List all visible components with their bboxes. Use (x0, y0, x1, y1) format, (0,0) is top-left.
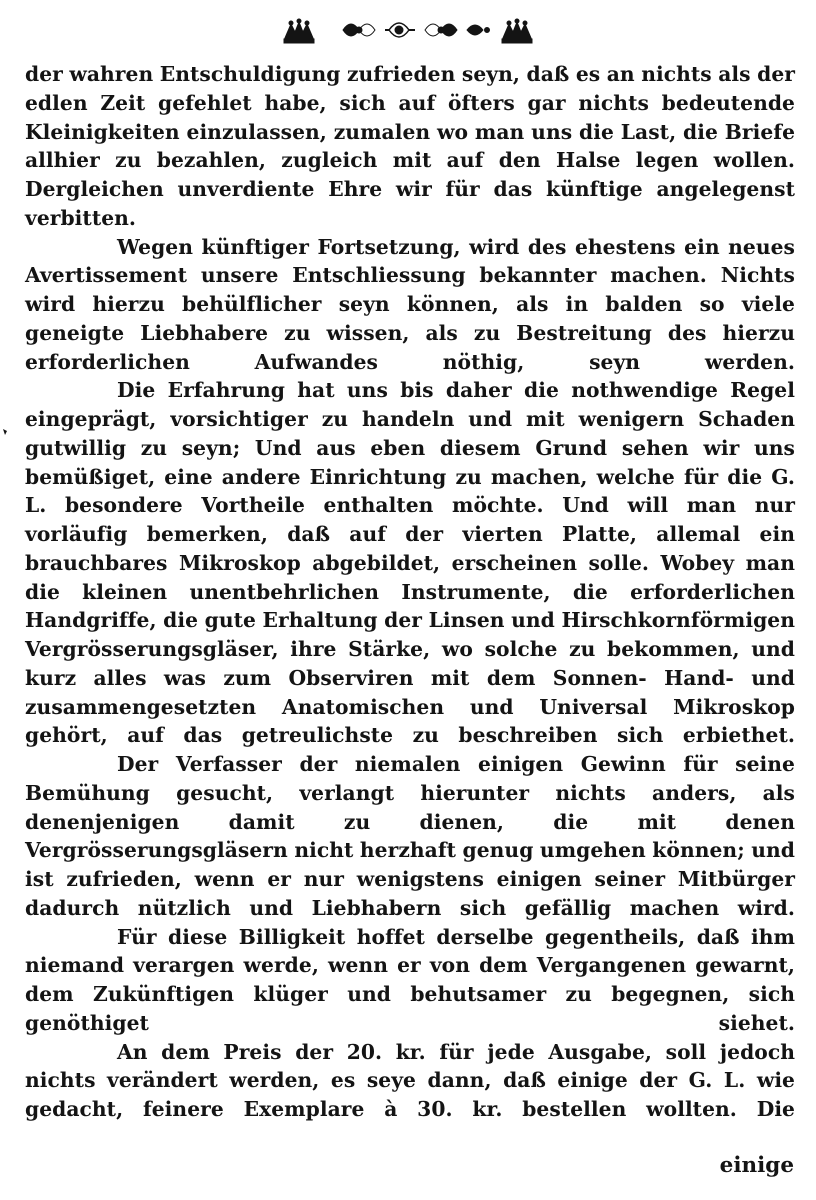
headpiece-ornament (0, 10, 816, 50)
paragraph-5: Für diese Billigkeit hoffet derselbe gegentheils, daß ihm niemand verargen werde, wenn er von dem Vergangenen gewarnt, dem Zukünftigen klüger und behutsamer zu begegnen, sich genöthiget siehet. (25, 924, 795, 1035)
paragraph-3: Die Erfahrung hat uns bis daher die nothwendige Regel eingeprägt, vorsichtiger zu handeln und mit wenigern Schaden gutwillig zu seyn; Und aus eben diesem Grund sehen wir uns bemüßiget, eine andere Einrichtung zu machen, welche für die G. L. besondere Vortheile enthalten möchte. Und will man nur vorläufig bemerken, daß auf der vierten Platte, allemal ein brauchbares Mikroskop abgebildet, erscheinen solle. Wobey man die kleinen unentbehrlichen Instrumente, die erforderlichen Handgriffe, die gute Erhaltung der Linsen und Hirschkornförmigen Vergrösserungsgläser, ihre Stärke, wo solche zu bekommen, und kurz alles was zum Observiren mit dem Sonnen- Hand- und zusammengesetzten Anatomischen und Universal Mikroskop gehört, auf das getreulichste zu beschreiben sich erbiethet. (25, 378, 795, 748)
catchword: einige (719, 1153, 794, 1178)
ink-speck-icon (2, 428, 8, 436)
body-text (25, 60, 795, 1124)
paragraph-6: An dem Preis der 20. kr. für jede Ausgabe, soll jedoch nichts verändert werden, es seye dann, daß einige der G. L. wie gedacht, feinere Exemplare à 30. kr. bestellen wollten. Die (25, 1039, 795, 1121)
floral-ornament-icon (273, 12, 543, 48)
paragraph-2: Wegen künftiger Fortsetzung, wird des ehestens ein neues Avertissement unsere Entschliessung bekannter machen. Nichts wird hierzu behülflicher seyn können, als in balden so viele geneigte Liebhabere zu wissen, als zu Bestreitung des hierzu erforderlichen Aufwandes nöthig, seyn werden. (25, 234, 795, 374)
paragraph-1: der wahren Entschuldigung zufrieden seyn, daß es an nichts als der edlen Zeit gefehlet habe, sich auf öfters gar nichts bedeutende Kleinigkeiten einzulassen, zumalen wo man uns die Last, die Briefe allhier zu bezahlen, zugleich mit auf den Halse legen wollen. Dergleichen unverdiente Ehre wir für das künftige angelegenst verbitten. (25, 62, 795, 230)
paragraph-4: Der Verfasser der niemalen einigen Gewinn für seine Bemühung gesucht, verlangt hierunter nichts anders, als denenjenigen damit zu dienen, die mit denen Vergrösserungsgläsern nicht herzhaft genug umgehen können; und ist zufrieden, wenn er nur wenigstens einigen seiner Mitbürger dadurch nützlich und Liebhabern sich gefällig machen wird. (25, 752, 795, 920)
